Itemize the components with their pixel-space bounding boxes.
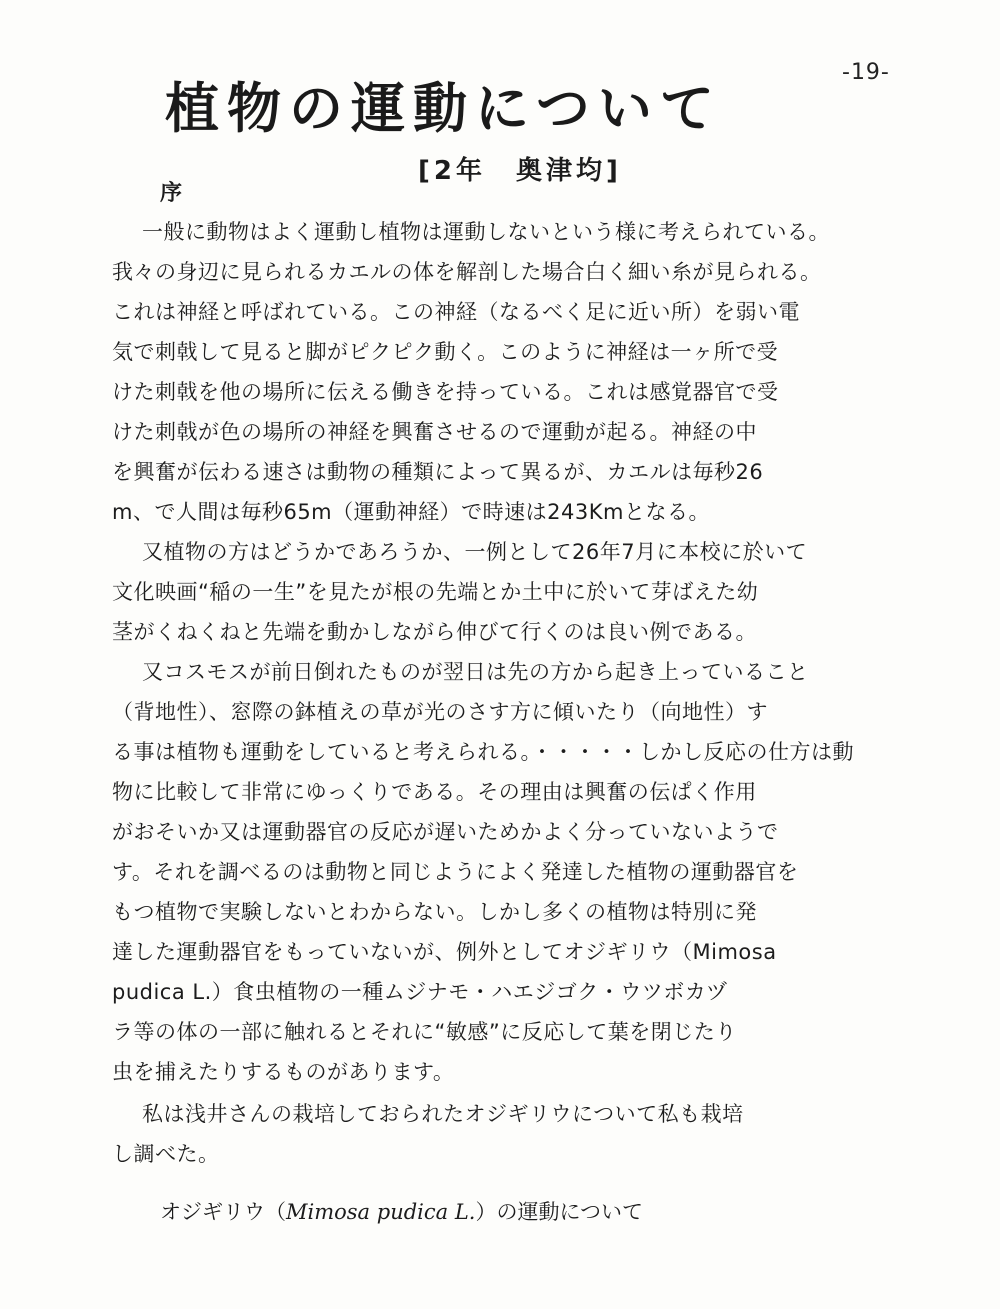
page-title: 植物の運動について [165,76,722,140]
body-line-19: 達した運動器官をもっていないが、例外としてオジギリウ（Mimosa [112,940,777,964]
body-line-18: もつ植物で実験しないとわからない。しかし多くの植物は特別に発 [112,900,757,924]
body-line-20: pudica L.）食虫植物の一種ムジナモ・ハエジゴク・ウツボカヅ [112,980,728,1004]
section-label: 序 [160,181,183,206]
body-line-3: これは神経と呼ばれている。この神経（なるべく足に近い所）を弱い電 [112,300,800,324]
body-line-13: （背地性）、窓際の鉢植えの草が光のさす方に傾いたり（向地性）す [112,700,768,724]
body-line-21: ラ等の体の一部に触れるとそれに“敏感”に反応して葉を閉じたり [112,1020,737,1044]
body-line-17: す。それを調べるのは動物と同じようによく発達した植物の運動器官を [112,860,799,884]
subheading-suffix: ）の運動について [475,1200,644,1224]
author-line: [2年 奥津均] [418,156,622,186]
body-line-11: 茎がくねくねと先端を動かしながら伸びて行くのは良い例である。 [112,620,757,644]
body-line-12: 又コスモスが前日倒れたものが翌日は先の方から起き上っていること [142,660,809,684]
subheading-latin-name: Mimosa pudica L. [286,1200,476,1224]
body-line-16: がおそいか又は運動器官の反応が遅いためかよく分っていないようで [112,820,779,844]
page-number: -19- [842,60,890,85]
body-line-14: る事は植物も運動をしていると考えられる。・・・・・しかし反応の仕方は動 [112,740,854,764]
body-line-7: を興奮が伝わる速さは動物の種類によって異るが、カエルは毎秒26 [112,460,764,484]
subheading [160,1196,643,1226]
body-line-4: 気で刺戟して見ると脚がピクピク動く。このように神経は一ヶ所で受 [112,340,779,364]
body-line-8: m、で人間は毎秒65m（運動神経）で時速は243Kmとなる。 [112,500,710,524]
body-line-10: 文化映画“稲の一生”を見たが根の先端とか土中に於いて芽ばえた幼 [112,580,759,604]
body-line-22: 虫を捕えたりするものがあります。 [112,1060,455,1084]
subheading-prefix: オジギリウ（ [160,1200,286,1224]
body-line-23: 私は浅井さんの栽培しておられたオジギリウについて私も栽培 [142,1102,744,1126]
body-line-15: 物に比較して非常にゆっくりである。その理由は興奮の伝ぱく作用 [112,780,757,804]
body-line-1: 一般に動物はよく運動し植物は運動しないという様に考えられている。 [142,220,830,244]
body-line-24: し調べた。 [112,1142,220,1166]
body-line-6: けた刺戟が色の場所の神経を興奮させるので運動が起る。神経の中 [112,420,757,444]
body-line-9: 又植物の方はどうかであろうか、一例として26年7月に本校に於いて [142,540,808,564]
body-line-2: 我々の身辺に見られるカエルの体を解剖した場合白く細い糸が見られる。 [112,260,822,284]
body-line-5: けた刺戟を他の場所に伝える働きを持っている。これは感覚器官で受 [112,380,779,404]
